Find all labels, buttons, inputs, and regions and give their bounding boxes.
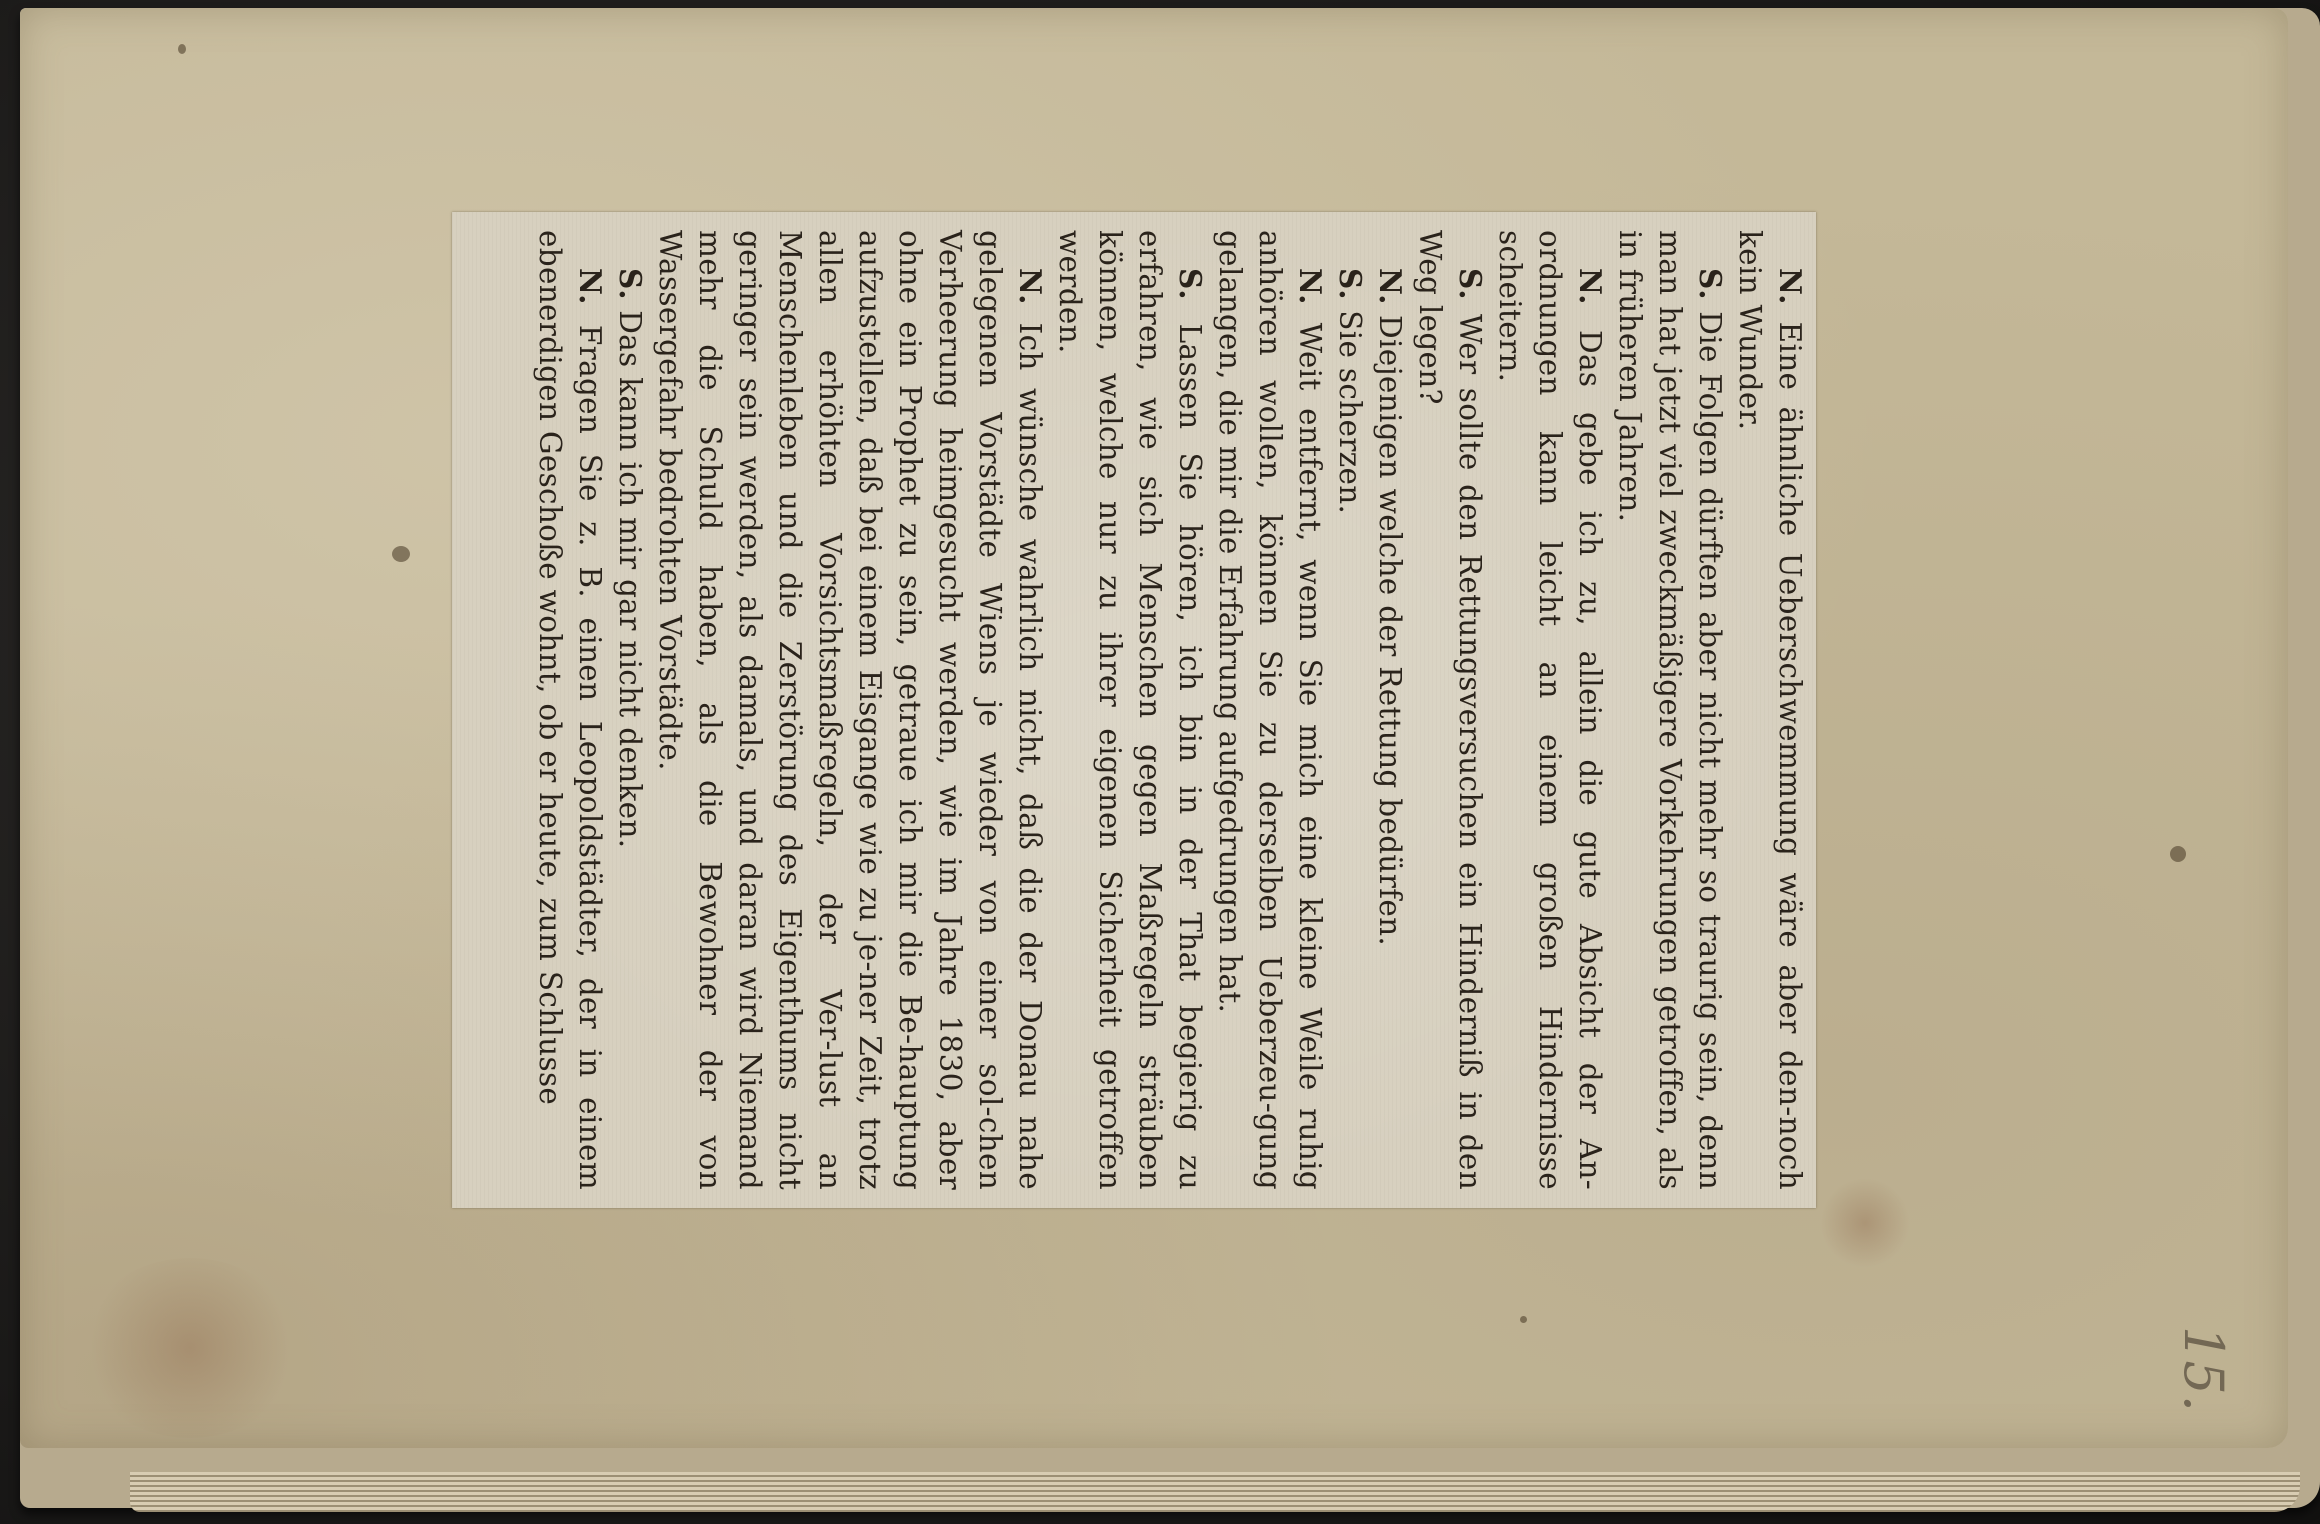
foxing-stain — [1820, 1178, 1910, 1268]
speaker-label: S. — [1693, 268, 1728, 301]
dialogue-paragraph — [1050, 230, 1210, 1190]
dialogue-paragraph — [1490, 230, 1610, 1190]
paper-speck — [2170, 846, 2186, 862]
dialogue-text: Sie scherzen. — [1333, 300, 1367, 515]
paper-speck — [392, 546, 410, 562]
dialogue-text: Die Folgen dürften aber nicht mehr so traurig sein, denn man hat jetzt viel zweckmäßigere Vorkehrungen getroffen, als in früheren Jahren. — [1613, 230, 1727, 1190]
dialogue-paragraph — [1370, 230, 1410, 1190]
dialogue-paragraph — [1210, 230, 1330, 1190]
folio-number: 15. — [2172, 1326, 2235, 1412]
paper-speck — [178, 44, 186, 54]
dialogue-text: Diejenigen welche der Rettung bedürfen. — [1373, 305, 1407, 947]
dialogue-text: Eine ähnliche Ueberschwemmung wäre aber den-noch kein Wunder. — [1733, 230, 1807, 1190]
dialogue-paragraph — [530, 230, 610, 1190]
dialogue-paragraph — [1330, 230, 1370, 1190]
dialogue-text: Ich wünsche wahrlich nicht, daß die der Donau nahe gelegenen Vorstädte Wiens je wieder von einer sol-chen Verheerung heimgesucht werden, wie im Jahre 1830, aber ohne ein Prophet zu sein, getraue ich mir die Be-hauptung aufzustellen, daß bei einem Eisgange wie zu je-ner Zeit, trotz allen erhöhten Vorsichtsmaßregeln, der Ver-lust an Menschenleben und die Zerstörung des Eigenthums nicht geringer sein werden, als damals, und daran wird Niemand mehr die Schuld haben, als die Bewohner der von Wassergefahr bedrohten Vorstädte. — [653, 230, 1047, 1190]
speaker-label: N. — [1293, 268, 1328, 306]
speaker-label: S. — [1453, 268, 1488, 301]
dialogue-text: Fragen Sie z. B. einen Leopoldstädter, der in einem ebenerdigen Geschoße wohnt, ob er heute, zum Schlusse — [533, 230, 607, 1190]
dialogue-text: Das kann ich mir gar nicht denken. — [613, 300, 647, 849]
newspaper-clipping — [452, 212, 1816, 1208]
speaker-label: N. — [1573, 268, 1608, 306]
dialogue-paragraph — [1730, 230, 1810, 1190]
speaker-label: S. — [613, 268, 648, 301]
dialogue-paragraph — [1410, 230, 1490, 1190]
dialogue-paragraph — [650, 230, 1050, 1190]
dialogue-paragraph — [1610, 230, 1730, 1190]
speaker-label: N. — [1373, 268, 1408, 306]
speaker-label: S. — [1173, 268, 1208, 301]
speaker-label: N. — [1773, 268, 1808, 306]
dialogue-text: Wer sollte den Rettungsversuchen ein Hinderniß in den Weg legen? — [1413, 230, 1487, 1190]
speaker-label: N. — [1013, 268, 1048, 306]
speaker-label: N. — [573, 268, 608, 306]
dialogue-paragraph — [610, 230, 650, 1190]
speaker-label: S. — [1333, 268, 1368, 301]
dialogue-text: Lassen Sie hören, ich bin in der That begierig zu erfahren, wie sich Menschen gegen Maßregeln sträuben können, welche nur zu ihrer eigenen Sicherheit getroffen werden. — [1053, 230, 1207, 1190]
foxing-stain — [80, 1258, 300, 1438]
paper-speck — [1520, 1316, 1527, 1323]
dialogue-text: Weit entfernt, wenn Sie mich eine kleine Weile ruhig anhören wollen, können Sie zu derselben Ueberzeu-gung gelangen, die mir die Erfahrung aufgedrungen hat. — [1213, 230, 1327, 1190]
dialogue-text: Das gebe ich zu, allein die gute Absicht der An-ordnungen kann leicht an einem großen Hindernisse scheitern. — [1493, 230, 1607, 1190]
clipping-text-rotated — [454, 230, 1814, 1190]
